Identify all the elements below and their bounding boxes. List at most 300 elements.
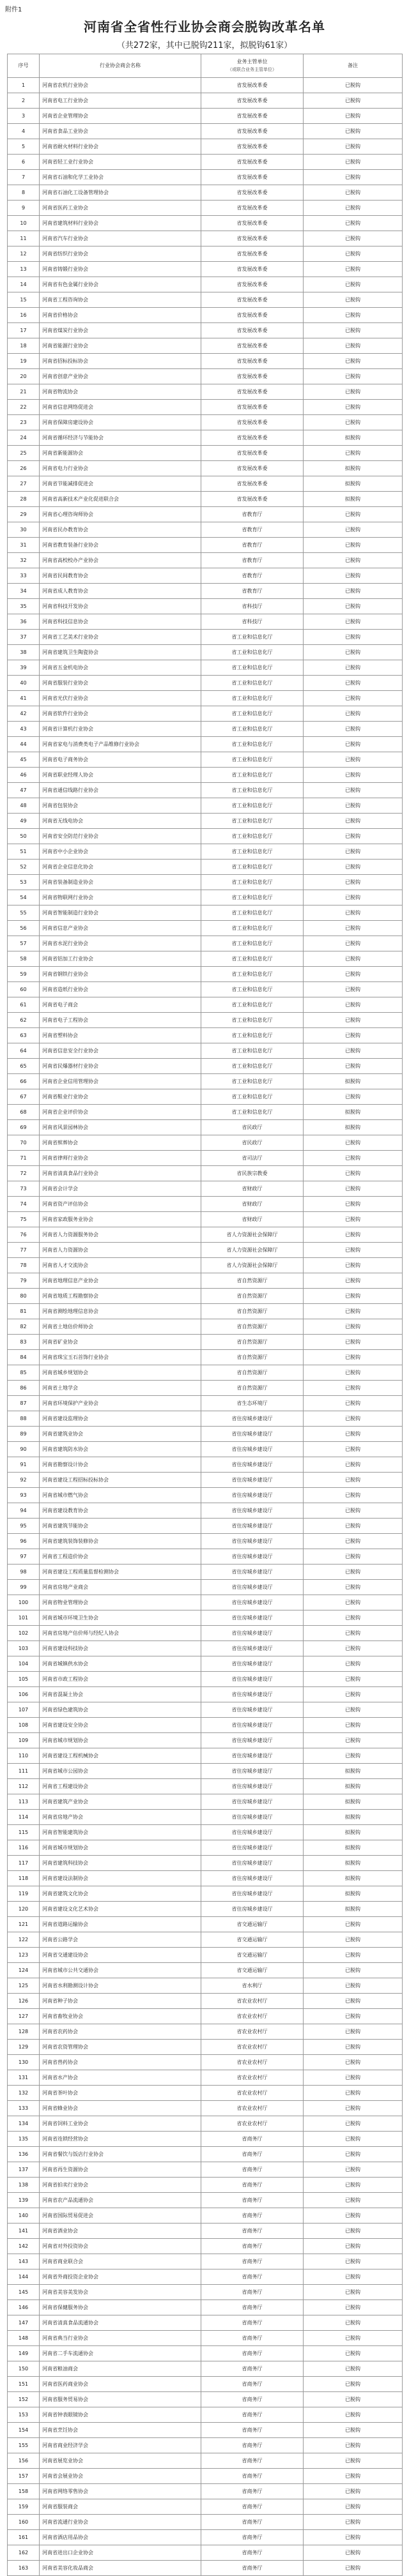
table-row xyxy=(8,1963,403,1978)
row-dept: 省自然资源厅 xyxy=(201,1381,304,1396)
row-dept: 省教育厅 xyxy=(201,568,304,584)
row-no: 83 xyxy=(8,1335,40,1350)
table-row xyxy=(8,599,403,614)
row-status: 已脱钩 xyxy=(304,2377,403,2392)
table-row xyxy=(8,2530,403,2545)
association-table xyxy=(7,54,403,2576)
row-status: 拟脱钩 xyxy=(304,1074,403,1089)
table-row xyxy=(8,1105,403,1120)
row-dept: 省发展改革委 xyxy=(201,246,304,262)
row-no: 17 xyxy=(8,323,40,338)
header-dept-line2: （或联合业务主管单位） xyxy=(228,67,277,72)
row-no: 11 xyxy=(8,231,40,246)
row-dept: 省工业和信息化厅 xyxy=(201,1105,304,1120)
row-no: 51 xyxy=(8,844,40,860)
row-name: 河南省信息网络促进会 xyxy=(40,400,201,415)
row-name: 河南省智能制造行业协会 xyxy=(40,905,201,921)
row-name: 河南省农药协会 xyxy=(40,2024,201,2040)
row-dept: 省商务厅 xyxy=(201,2453,304,2469)
row-dept: 省农业农村厅 xyxy=(201,2009,304,2024)
table-row xyxy=(8,2361,403,2377)
table-row xyxy=(8,1473,403,1488)
row-name: 河南省清真食品流通协会 xyxy=(40,2315,201,2331)
row-name: 河南省种子协会 xyxy=(40,1994,201,2009)
table-row xyxy=(8,2009,403,2024)
row-name: 河南省轻工业行业协会 xyxy=(40,155,201,170)
table-row xyxy=(8,461,403,476)
row-status: 已脱钩 xyxy=(304,982,403,997)
row-dept: 省住房城乡建设厅 xyxy=(201,1794,304,1810)
row-no: 142 xyxy=(8,2239,40,2254)
row-status: 已脱钩 xyxy=(304,1043,403,1059)
row-name: 河南省无线电协会 xyxy=(40,814,201,829)
row-dept: 省工业和信息化厅 xyxy=(201,1089,304,1105)
row-name: 河南省纺织行业协会 xyxy=(40,246,201,262)
row-dept: 省住房城乡建设厅 xyxy=(201,1840,304,1856)
row-name: 河南省企业信息化协会 xyxy=(40,860,201,875)
table-row xyxy=(8,1396,403,1411)
table-row xyxy=(8,262,403,277)
row-dept: 省住房城乡建设厅 xyxy=(201,1565,304,1580)
row-status: 已脱钩 xyxy=(304,1089,403,1105)
row-status: 已脱钩 xyxy=(304,1948,403,1963)
row-status: 已脱钩 xyxy=(304,1258,403,1273)
row-name: 河南省工程建设协会 xyxy=(40,1779,201,1794)
row-dept: 省科技厅 xyxy=(201,599,304,614)
row-no: 98 xyxy=(8,1565,40,1580)
row-name: 河南省新能源协会 xyxy=(40,446,201,461)
row-name: 河南省民爆器材行业协会 xyxy=(40,1059,201,1074)
row-dept: 省发展改革委 xyxy=(201,201,304,216)
row-no: 43 xyxy=(8,722,40,737)
row-no: 120 xyxy=(8,1902,40,1917)
row-dept: 省发展改革委 xyxy=(201,354,304,369)
table-row xyxy=(8,338,403,354)
row-status: 已脱钩 xyxy=(304,292,403,308)
row-name: 河南省包装协会 xyxy=(40,798,201,814)
row-name: 河南省饲料工业协会 xyxy=(40,2116,201,2132)
row-no: 16 xyxy=(8,308,40,323)
row-no: 76 xyxy=(8,1227,40,1243)
table-row xyxy=(8,1948,403,1963)
row-dept: 省发展改革委 xyxy=(201,446,304,461)
table-row xyxy=(8,1641,403,1656)
row-name: 河南省酒店用品协会 xyxy=(40,2530,201,2545)
row-dept: 省住房城乡建设厅 xyxy=(201,1856,304,1871)
row-dept: 省交通运输厅 xyxy=(201,1963,304,1978)
row-name: 河南省通信线路行业协会 xyxy=(40,783,201,798)
row-no: 25 xyxy=(8,446,40,461)
row-name: 河南省城镇供水协会 xyxy=(40,1656,201,1672)
table-row xyxy=(8,1013,403,1028)
row-name: 河南省鞋业行业协会 xyxy=(40,1089,201,1105)
row-status: 已脱钩 xyxy=(304,354,403,369)
row-dept: 省商务厅 xyxy=(201,2423,304,2438)
row-dept: 省发展改革委 xyxy=(201,461,304,476)
table-row xyxy=(8,1319,403,1335)
table-row xyxy=(8,630,403,645)
row-name: 河南省建设文化艺术协会 xyxy=(40,1902,201,1917)
row-name: 河南省节能减排促进会 xyxy=(40,476,201,492)
row-name: 河南省农机行业协会 xyxy=(40,78,201,93)
row-dept: 省农业农村厅 xyxy=(201,2070,304,2086)
row-name: 河南省农资管理协会 xyxy=(40,2040,201,2055)
row-dept: 省教育厅 xyxy=(201,553,304,568)
table-row xyxy=(8,645,403,660)
row-name: 河南省人力资源服务协会 xyxy=(40,1227,201,1243)
table-row xyxy=(8,2331,403,2346)
row-name: 河南省医药商业协会 xyxy=(40,2377,201,2392)
row-status: 已脱钩 xyxy=(304,507,403,522)
row-status: 已脱钩 xyxy=(304,2315,403,2331)
row-name: 河南省信息安全行业协会 xyxy=(40,1043,201,1059)
row-name: 河南省餐饮与饭店行业协会 xyxy=(40,2147,201,2162)
row-dept: 省农业农村厅 xyxy=(201,1994,304,2009)
row-status: 已脱钩 xyxy=(304,921,403,936)
row-name: 河南省城市公园协会 xyxy=(40,1764,201,1779)
table-row xyxy=(8,1932,403,1948)
row-status: 已脱钩 xyxy=(304,1442,403,1457)
row-dept: 省农业农村厅 xyxy=(201,2116,304,2132)
row-dept: 省发展改革委 xyxy=(201,400,304,415)
row-dept: 省发展改革委 xyxy=(201,369,304,384)
table-row xyxy=(8,829,403,844)
row-dept: 省发展改革委 xyxy=(201,262,304,277)
row-dept: 省住房城乡建设厅 xyxy=(201,1687,304,1702)
row-dept: 省住房城乡建设厅 xyxy=(201,1595,304,1610)
row-no: 121 xyxy=(8,1917,40,1932)
table-row xyxy=(8,691,403,706)
table-row xyxy=(8,1273,403,1289)
row-name: 河南省电力行业协会 xyxy=(40,461,201,476)
row-no: 75 xyxy=(8,1212,40,1227)
row-name: 河南省塑料协会 xyxy=(40,1028,201,1043)
row-status: 已脱钩 xyxy=(304,2178,403,2193)
row-no: 89 xyxy=(8,1427,40,1442)
row-no: 111 xyxy=(8,1764,40,1779)
row-status: 已脱钩 xyxy=(304,262,403,277)
row-name: 河南省建设教育协会 xyxy=(40,1503,201,1519)
table-row xyxy=(8,1519,403,1534)
row-name: 河南省公路学会 xyxy=(40,1932,201,1948)
row-no: 15 xyxy=(8,292,40,308)
row-no: 24 xyxy=(8,430,40,446)
row-no: 5 xyxy=(8,139,40,155)
table-row xyxy=(8,2499,403,2515)
row-status: 已脱钩 xyxy=(304,384,403,400)
row-name: 河南省中小企业协会 xyxy=(40,844,201,860)
row-no: 150 xyxy=(8,2361,40,2377)
table-row xyxy=(8,2423,403,2438)
table-row xyxy=(8,2070,403,2086)
table-row xyxy=(8,1733,403,1748)
row-status: 已脱钩 xyxy=(304,2116,403,2132)
table-row xyxy=(8,308,403,323)
row-dept: 省商务厅 xyxy=(201,2515,304,2530)
row-no: 60 xyxy=(8,982,40,997)
row-status: 已脱钩 xyxy=(304,844,403,860)
table-row xyxy=(8,415,403,430)
row-status: 已脱钩 xyxy=(304,1151,403,1166)
row-dept: 省工业和信息化厅 xyxy=(201,768,304,783)
row-status: 拟脱钩 xyxy=(304,1840,403,1856)
row-status: 已脱钩 xyxy=(304,1718,403,1733)
row-dept: 省工业和信息化厅 xyxy=(201,997,304,1013)
row-no: 107 xyxy=(8,1702,40,1718)
row-no: 147 xyxy=(8,2315,40,2331)
row-no: 34 xyxy=(8,584,40,599)
row-no: 114 xyxy=(8,1810,40,1825)
row-dept: 省住房城乡建设厅 xyxy=(201,1580,304,1595)
table-row xyxy=(8,1427,403,1442)
table-row xyxy=(8,2346,403,2361)
row-no: 149 xyxy=(8,2346,40,2361)
table-row xyxy=(8,2407,403,2423)
row-no: 48 xyxy=(8,798,40,814)
row-no: 131 xyxy=(8,2070,40,2086)
row-no: 30 xyxy=(8,522,40,538)
row-dept: 省发展改革委 xyxy=(201,185,304,201)
row-dept: 省商务厅 xyxy=(201,2361,304,2377)
header-no: 序号 xyxy=(8,54,40,78)
row-name: 河南省建设监理协会 xyxy=(40,1411,201,1427)
row-name: 河南省房地产业商会 xyxy=(40,1580,201,1595)
row-name: 河南省人才交流协会 xyxy=(40,1258,201,1273)
row-dept: 省住房城乡建设厅 xyxy=(201,1549,304,1565)
row-dept: 省财政厅 xyxy=(201,1212,304,1227)
row-dept: 省工业和信息化厅 xyxy=(201,1059,304,1074)
row-status: 已脱钩 xyxy=(304,2484,403,2499)
row-dept: 省住房城乡建设厅 xyxy=(201,1748,304,1764)
row-dept: 省工业和信息化厅 xyxy=(201,1043,304,1059)
row-dept: 省工业和信息化厅 xyxy=(201,814,304,829)
row-no: 68 xyxy=(8,1105,40,1120)
row-name: 河南省民间教育协会 xyxy=(40,568,201,584)
table-row xyxy=(8,400,403,415)
table-row xyxy=(8,1702,403,1718)
row-status: 已脱钩 xyxy=(304,722,403,737)
row-dept: 省交通运输厅 xyxy=(201,1948,304,1963)
row-no: 134 xyxy=(8,2116,40,2132)
row-status: 拟脱钩 xyxy=(304,1856,403,1871)
row-dept: 省住房城乡建设厅 xyxy=(201,1672,304,1687)
row-name: 河南省民办教育协会 xyxy=(40,522,201,538)
row-dept: 省自然资源厅 xyxy=(201,1304,304,1319)
row-no: 160 xyxy=(8,2515,40,2530)
row-name: 河南省国际贸易促进会 xyxy=(40,2208,201,2224)
table-row xyxy=(8,1181,403,1197)
row-name: 河南省城乡规划协会 xyxy=(40,1365,201,1381)
row-no: 141 xyxy=(8,2224,40,2239)
table-row xyxy=(8,2239,403,2254)
row-name: 河南省智能建筑协会 xyxy=(40,1825,201,1840)
table-row xyxy=(8,706,403,722)
table-row xyxy=(8,1304,403,1319)
row-dept: 省工业和信息化厅 xyxy=(201,691,304,706)
row-status: 已脱钩 xyxy=(304,109,403,124)
row-dept: 省教育厅 xyxy=(201,538,304,553)
row-status: 拟脱钩 xyxy=(304,1886,403,1902)
row-dept: 省商务厅 xyxy=(201,2561,304,2576)
row-name: 河南省殡葬协会 xyxy=(40,1135,201,1151)
row-status: 已脱钩 xyxy=(304,1427,403,1442)
row-dept: 省住房城乡建设厅 xyxy=(201,1519,304,1534)
row-dept: 省住房城乡建设厅 xyxy=(201,1457,304,1473)
row-name: 河南省计算机行业协会 xyxy=(40,722,201,737)
row-dept: 省发展改革委 xyxy=(201,78,304,93)
table-row xyxy=(8,2545,403,2561)
row-no: 144 xyxy=(8,2269,40,2285)
row-no: 53 xyxy=(8,875,40,890)
row-name: 河南省茶叶协会 xyxy=(40,2086,201,2101)
row-no: 54 xyxy=(8,890,40,905)
row-no: 29 xyxy=(8,507,40,522)
row-dept: 省商务厅 xyxy=(201,2469,304,2484)
table-row xyxy=(8,1243,403,1258)
row-status: 已脱钩 xyxy=(304,1978,403,1994)
table-row xyxy=(8,2469,403,2484)
table-row xyxy=(8,2224,403,2239)
row-status: 已脱钩 xyxy=(304,246,403,262)
row-no: 56 xyxy=(8,921,40,936)
row-no: 58 xyxy=(8,951,40,967)
row-status: 拟脱钩 xyxy=(304,492,403,507)
row-name: 河南省物联网行业协会 xyxy=(40,890,201,905)
table-row xyxy=(8,752,403,768)
row-name: 河南省建筑科技协会 xyxy=(40,1856,201,1871)
row-name: 河南省建设安全协会 xyxy=(40,1718,201,1733)
row-status: 已脱钩 xyxy=(304,2423,403,2438)
row-no: 52 xyxy=(8,860,40,875)
row-status: 已脱钩 xyxy=(304,1381,403,1396)
table-row xyxy=(8,1902,403,1917)
table-row xyxy=(8,875,403,890)
table-row xyxy=(8,1748,403,1764)
row-status: 已脱钩 xyxy=(304,1059,403,1074)
row-status: 已脱钩 xyxy=(304,1473,403,1488)
row-dept: 省发展改革委 xyxy=(201,292,304,308)
row-no: 130 xyxy=(8,2055,40,2070)
row-status: 已脱钩 xyxy=(304,1549,403,1565)
row-status: 已脱钩 xyxy=(304,2545,403,2561)
row-no: 102 xyxy=(8,1626,40,1641)
row-status: 拟脱钩 xyxy=(304,461,403,476)
table-row xyxy=(8,1289,403,1304)
row-status: 已脱钩 xyxy=(304,2070,403,2086)
table-row xyxy=(8,109,403,124)
row-no: 4 xyxy=(8,124,40,139)
row-dept: 省民政厅 xyxy=(201,1120,304,1135)
row-status: 已脱钩 xyxy=(304,2407,403,2423)
row-no: 71 xyxy=(8,1151,40,1166)
row-status: 已脱钩 xyxy=(304,2132,403,2147)
row-status: 已脱钩 xyxy=(304,2055,403,2070)
table-row xyxy=(8,1258,403,1273)
row-status: 已脱钩 xyxy=(304,1610,403,1626)
row-status: 已脱钩 xyxy=(304,216,403,231)
row-name: 河南省工艺美术行业协会 xyxy=(40,630,201,645)
row-no: 157 xyxy=(8,2469,40,2484)
row-name: 河南省进出口企业协会 xyxy=(40,2545,201,2561)
table-row xyxy=(8,722,403,737)
row-dept: 省住房城乡建设厅 xyxy=(201,1442,304,1457)
table-row xyxy=(8,2315,403,2331)
row-dept: 省商务厅 xyxy=(201,2239,304,2254)
row-no: 100 xyxy=(8,1595,40,1610)
row-status: 已脱钩 xyxy=(304,2530,403,2545)
row-no: 55 xyxy=(8,905,40,921)
row-no: 85 xyxy=(8,1365,40,1381)
row-status: 已脱钩 xyxy=(304,1595,403,1610)
row-name: 河南省工程造价协会 xyxy=(40,1549,201,1565)
row-name: 河南省家政服务业协会 xyxy=(40,1212,201,1227)
row-no: 101 xyxy=(8,1610,40,1626)
table-row xyxy=(8,783,403,798)
row-name: 河南省水利勘测设计协会 xyxy=(40,1978,201,1994)
row-status: 已脱钩 xyxy=(304,2208,403,2224)
row-status: 已脱钩 xyxy=(304,1319,403,1335)
row-name: 河南省勘察设计协会 xyxy=(40,1457,201,1473)
table-row xyxy=(8,1580,403,1595)
row-no: 91 xyxy=(8,1457,40,1473)
row-status: 已脱钩 xyxy=(304,1212,403,1227)
row-no: 161 xyxy=(8,2530,40,2545)
row-no: 12 xyxy=(8,246,40,262)
table-row xyxy=(8,921,403,936)
row-no: 106 xyxy=(8,1687,40,1702)
row-name: 河南省清真食品行业协会 xyxy=(40,1166,201,1181)
row-no: 38 xyxy=(8,645,40,660)
row-no: 119 xyxy=(8,1886,40,1902)
row-name: 河南省律师行业协会 xyxy=(40,1151,201,1166)
row-no: 122 xyxy=(8,1932,40,1948)
row-name: 河南省建筑卫生陶瓷协会 xyxy=(40,645,201,660)
table-row xyxy=(8,2300,403,2315)
table-row xyxy=(8,967,403,982)
row-no: 137 xyxy=(8,2162,40,2178)
row-name: 河南省地质工程勘察协会 xyxy=(40,1289,201,1304)
row-dept: 省教育厅 xyxy=(201,584,304,599)
table-row xyxy=(8,2561,403,2576)
table-row xyxy=(8,2024,403,2040)
row-name: 河南省矿业协会 xyxy=(40,1335,201,1350)
row-status: 已脱钩 xyxy=(304,676,403,691)
row-name: 河南省有色金属行业协会 xyxy=(40,277,201,292)
row-dept: 省商务厅 xyxy=(201,2484,304,2499)
row-status: 已脱钩 xyxy=(304,2040,403,2055)
row-name: 河南省建筑装饰装修协会 xyxy=(40,1534,201,1549)
row-status: 已脱钩 xyxy=(304,630,403,645)
row-name: 河南省铝加工行业协会 xyxy=(40,951,201,967)
row-no: 64 xyxy=(8,1043,40,1059)
row-status: 已脱钩 xyxy=(304,1028,403,1043)
row-name: 河南省水泥行业协会 xyxy=(40,936,201,951)
row-status: 已脱钩 xyxy=(304,308,403,323)
row-name: 河南省保障房建设协会 xyxy=(40,415,201,430)
row-status: 已脱钩 xyxy=(304,1289,403,1304)
table-row xyxy=(8,1886,403,1902)
row-no: 20 xyxy=(8,369,40,384)
row-dept: 省住房城乡建设厅 xyxy=(201,1641,304,1656)
row-dept: 省住房城乡建设厅 xyxy=(201,1702,304,1718)
row-no: 132 xyxy=(8,2086,40,2101)
table-row xyxy=(8,384,403,400)
row-no: 39 xyxy=(8,660,40,676)
row-status: 已脱钩 xyxy=(304,860,403,875)
row-dept: 省工业和信息化厅 xyxy=(201,936,304,951)
row-name: 河南省服装行业协会 xyxy=(40,676,201,691)
row-status: 已脱钩 xyxy=(304,1488,403,1503)
